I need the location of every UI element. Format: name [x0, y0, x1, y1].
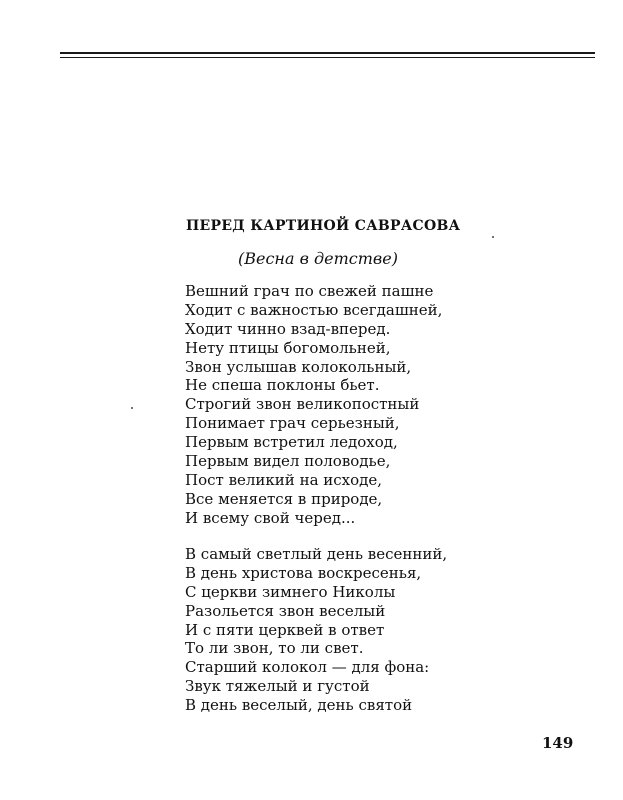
poem-line: Ходит с важностью всегдашней, [185, 300, 443, 319]
poem-line: Пост великий на исходе, [185, 470, 383, 489]
poem-line: В самый светлый день весенний, [185, 545, 448, 563]
poem-line: Первым видел половодье, [185, 452, 391, 471]
poem-line: С церкви зимнего Николы [185, 582, 396, 601]
poem-line: Не спеша поклоны бьет. [185, 376, 380, 395]
print-speck [131, 407, 133, 409]
poem-line: Первым встретил ледоход, [185, 433, 398, 452]
stanza-1 [185, 282, 442, 528]
poem-line: Ходит чинно взад-вперед. [185, 319, 391, 338]
poem-line: То ли звон, то ли свет. [185, 639, 364, 658]
page-number: 149 [542, 734, 574, 752]
poem-line: Строгий звон великопостный [185, 395, 420, 414]
poem-line: Звук тяжелый и густой [185, 677, 370, 696]
poem-line: И с пяти церквей в ответ [185, 620, 385, 639]
poem-line: И всему свой черед... [185, 508, 356, 527]
stanza-2 [185, 545, 447, 715]
poem-line: В день веселый, день святой [185, 696, 413, 715]
poem-line: Все меняется в природе, [185, 489, 383, 508]
poem-line: В день христова воскресенья, [185, 563, 422, 582]
poem-title: ПЕРЕД КАРТИНОЙ САВРАСОВА [186, 218, 461, 234]
header-rule [60, 52, 595, 54]
poem-line: Звон услышав колокольный, [185, 357, 412, 376]
poem-line: Нету птицы богомольней, [185, 338, 391, 357]
poem-line: Разольется звон веселый [185, 601, 386, 620]
poem-line: Понимает грач серьезный, [185, 414, 400, 433]
header-rule-thin [60, 57, 595, 58]
poem-line: Старший колокол — для фона: [185, 658, 430, 677]
poem-line: Вешний грач по свежей пашне [185, 282, 434, 300]
poem-subtitle: (Весна в детстве) [238, 249, 398, 268]
print-speck [492, 236, 494, 238]
